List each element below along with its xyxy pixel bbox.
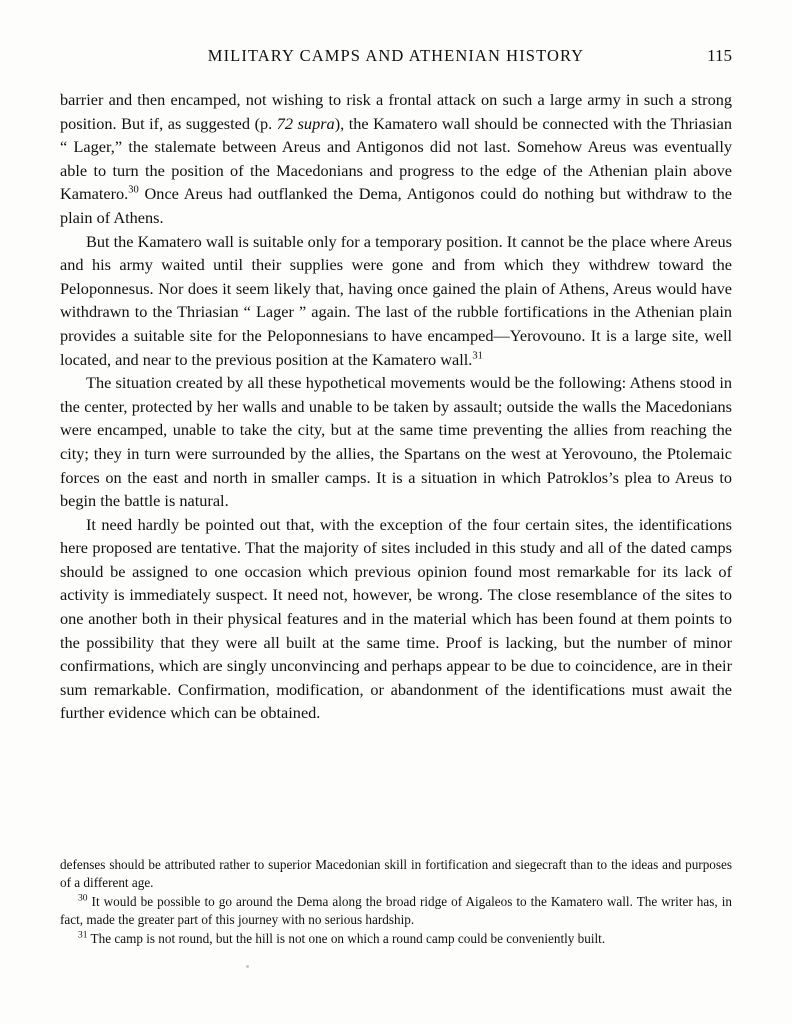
paragraph: But the Kamatero wall is suitable only for a temporary position. It cannot be the place where Areus and his army waited until their supplies were gone and from which they withdrew toward the Peloponnesus. Nor does it seem likely that, having once gained the plain of Athens, Areus would have withdrawn to the Thriasian “ Lager ” again. The last of the rubble fortifications in the Athenian plain provides a suitable site for the Peloponnesians to have encamped—Yerovouno. It is a large site, well located, and near to the previous position at the Kamatero wall.$^{31}$ <box>60 231 732 369</box>
footnotes-block <box>60 856 732 948</box>
paragraph: The situation created by all these hypothetical movements would be the following: Athens stood in the center, protected by her walls and unable to be taken by assault; outside the walls the Macedonians were encamped, unable to take the city, but at the same time preventing the allies from reaching the city; they in turn were surrounded by the allies, the Spartans on the west at Yerovouno, the Ptolemaic forces on the east and north in smaller camps. It is a situation in which Patroklos’s plea to Areus to begin the battle is natural. <box>60 373 732 511</box>
paragraph: barrier and then encamped, not wishing to risk a frontal attack on such a large army in such a strong position. But if, as suggested (p. 72 supra), the Kamatero wall should be connected with the Thriasian “ Lager,” the stalemate between Areus and Antigonos did not last. Somehow Areus was eventually able to turn the position of the Macedonians and progress to the edge of the Athenian plain above Kamatero.$^{30}$ Once Areus had outflanked the Dema, Antigonos could do nothing but withdraw to the plain of Athens. <box>60 90 732 227</box>
italic-run: 72 supra <box>276 113 335 133</box>
footnote: $^{31}$ The camp is not round, but the hill is not one on which a round camp could be conveniently built. <box>78 930 606 946</box>
paragraph: It need hardly be pointed out that, with the exception of the four certain sites, the identifications here proposed are tentative. That the majority of sites included in this study and all of the dated camps should be assigned to one occasion which previous opinion found most remarkable for its lack of activity is immediately suspect. It need not, however, be wrong. The close resemblance of the sites to one another both in their physical features and in the material which has been found at them points to the possibility that they were all built at the same time. Proof is lacking, but the number of minor confirmations, which are singly unconvincing and perhaps appear to be due to coincidence, are in their sum remarkable. Confirmation, modification, or abandonment of the identifications must await the further evidence which can be obtained. <box>60 514 732 723</box>
footnote-marker: 30 <box>78 893 88 904</box>
page-header <box>60 46 732 72</box>
body-text <box>60 88 732 725</box>
page-speck <box>246 965 249 968</box>
footnote: $^{30}$ It would be possible to go around the Dema along the broad ridge of Aigaleos to the Kamatero wall. The writer has, in fact, made the greater part of this journey with no serious hardship. <box>60 893 732 928</box>
footnote-marker: 31 <box>78 930 88 941</box>
footnote-reference[interactable]: 30 <box>128 184 139 196</box>
page-number: 115 <box>707 46 732 65</box>
footnote-reference[interactable]: 31 <box>472 350 483 362</box>
footnote: defenses should be attributed rather to superior Macedonian skill in fortification and siegecraft than to the ideas and purposes of a different age. <box>60 857 732 891</box>
running-head: MILITARY CAMPS AND ATHENIAN HISTORY <box>207 46 585 65</box>
